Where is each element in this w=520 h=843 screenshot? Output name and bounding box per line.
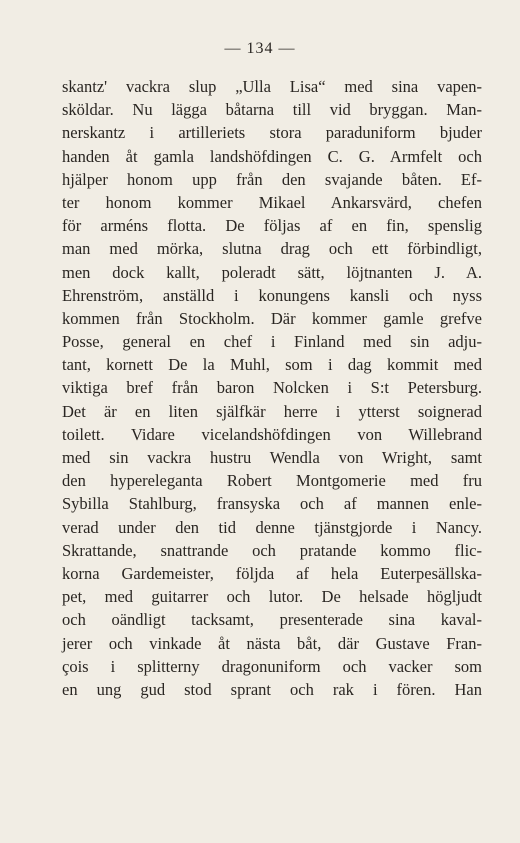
- text-line: verad under den tid denne tjänstgjorde i Nancy.: [62, 517, 482, 537]
- text-line: jerer och vinkade åt nästa båt, där Gustave Fran-: [62, 633, 482, 653]
- text-line: korna Gardemeister, följda af hela Euterpesällska-: [62, 563, 482, 583]
- text-line: med sin vackra hustru Wendla von Wright, samt: [62, 448, 482, 467]
- text-line: skantz' vackra slup „Ulla Lisa“ med sina vapen-: [62, 77, 482, 96]
- text-line: Posse, general en chef i Finland med sin adju-: [62, 332, 482, 352]
- body-text: [62, 75, 482, 701]
- text-line: ter honom kommer Mikael Ankarsvärd, chefen: [62, 192, 482, 212]
- text-line: en ung gud stod sprant och rak i fören. Han: [62, 679, 482, 699]
- text-line: den hypereleganta Robert Montgomerie med fru: [62, 471, 482, 491]
- text-line: handen åt gamla landshöfdingen C. G. Armfelt och: [62, 146, 482, 166]
- text-line: viktiga bref från baron Nolcken i S:t Petersburg.: [62, 378, 482, 398]
- text-line: pet, med guitarrer och lutor. De helsade högljudt: [62, 587, 482, 607]
- text-line: Skrattande, snattrande och pratande kommo flic-: [62, 540, 482, 560]
- text-line: Sybilla Stahlburg, fransyska och af mannen enle-: [62, 494, 482, 514]
- text-line: toilett. Vidare vicelandshöfdingen von Willebrand: [62, 424, 482, 444]
- text-line: man med mörka, slutna drag och ett förbindligt,: [62, 239, 482, 259]
- text-line: Det är en liten själfkär herre i ytterst soignerad: [62, 401, 482, 421]
- text-line: hjälper honom upp från den svajande båten. Ef-: [62, 169, 482, 189]
- text-line: för arméns flotta. De följas af en fin, spenslig: [62, 216, 482, 236]
- text-line: och oändligt tacksamt, presenterade sina kaval-: [62, 610, 482, 630]
- text-line: Ehrenström, anställd i konungens kansli och nyss: [62, 285, 482, 305]
- text-line: tant, kornett De la Muhl, som i dag kommit med: [62, 355, 482, 375]
- text-line: nerskantz i artilleriets stora paraduniform bjuder: [62, 123, 482, 143]
- text-line: kommen från Stockholm. Där kommer gamle grefve: [62, 308, 482, 328]
- text-line: sköldar. Nu lägga båtarna till vid bryggan. Man-: [62, 100, 482, 120]
- text-line: çois i splitterny dragonuniform och vacker som: [62, 656, 482, 676]
- page-number: — 134 —: [224, 40, 296, 57]
- text-line: men dock kallt, poleradt sätt, löjtnanten J. A.: [62, 262, 482, 282]
